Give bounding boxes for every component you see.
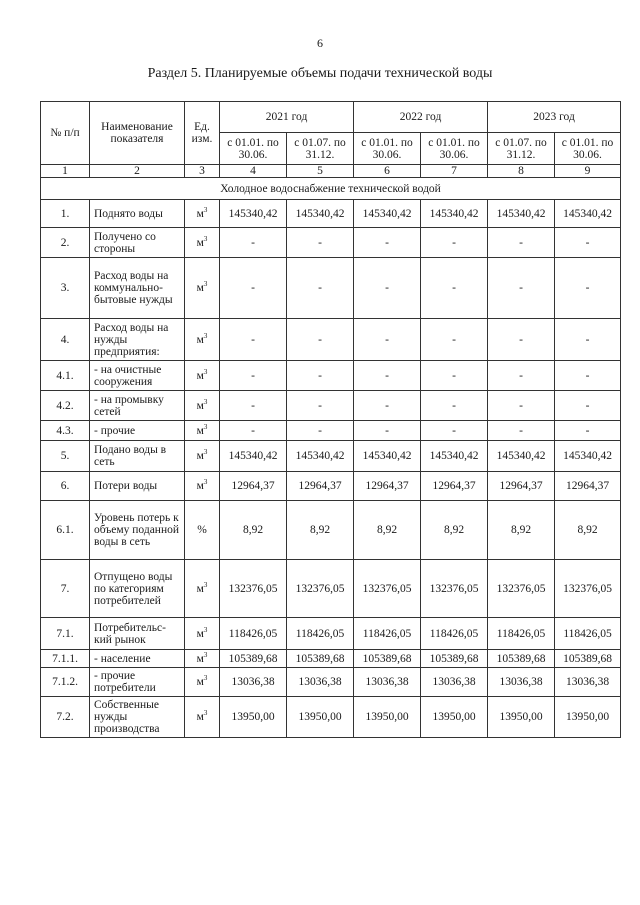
column-number: 1	[41, 165, 90, 178]
table-row	[41, 697, 621, 738]
row-number: 5.	[41, 441, 90, 472]
header-period: с 01.01. по 30.06.	[354, 133, 421, 165]
unit-superscript: 3	[203, 397, 208, 406]
column-number: 5	[287, 165, 354, 178]
row-indicator-name: - на очистные сооружения	[90, 361, 185, 391]
row-value: 145340,42	[354, 441, 421, 472]
row-value: -	[220, 421, 287, 441]
unit-superscript: 3	[203, 709, 208, 718]
row-value: 145340,42	[287, 200, 354, 228]
unit-superscript: 3	[203, 478, 208, 487]
column-number: 7	[421, 165, 488, 178]
row-value: -	[220, 391, 287, 421]
row-value: -	[488, 228, 555, 258]
table-row	[41, 258, 621, 319]
row-number: 2.	[41, 228, 90, 258]
row-indicator-name: Расход воды на коммунально-бытовые нужды	[90, 258, 185, 319]
table-row	[41, 668, 621, 697]
row-number: 3.	[41, 258, 90, 319]
row-value: 13950,00	[488, 697, 555, 738]
water-supply-table	[40, 101, 621, 738]
row-value: 145340,42	[220, 200, 287, 228]
row-value: -	[220, 228, 287, 258]
unit-superscript: 3	[203, 280, 208, 289]
row-value: 145340,42	[555, 200, 621, 228]
unit-base: м	[196, 450, 204, 462]
row-indicator-name: Отпущено воды по категориям потребителей	[90, 560, 185, 618]
row-value: -	[488, 421, 555, 441]
row-value: 145340,42	[220, 441, 287, 472]
table-row	[41, 501, 621, 560]
row-value: 8,92	[421, 501, 488, 560]
row-value: 13036,38	[555, 668, 621, 697]
row-value: -	[555, 228, 621, 258]
row-value: 105389,68	[354, 650, 421, 668]
row-value: 118426,05	[287, 618, 354, 650]
row-value: 118426,05	[488, 618, 555, 650]
header-year-2022: 2022 год	[354, 102, 488, 133]
row-value: 13950,00	[354, 697, 421, 738]
header-period: с 01.01. по 30.06.	[555, 133, 621, 165]
row-value: 13036,38	[421, 668, 488, 697]
row-value: -	[421, 319, 488, 361]
row-value: 145340,42	[488, 441, 555, 472]
unit-superscript: 3	[203, 580, 208, 589]
row-unit	[185, 441, 220, 472]
row-value: -	[354, 258, 421, 319]
unit-base: м	[196, 399, 204, 412]
unit-base: м	[196, 424, 204, 437]
header-row-years	[41, 102, 621, 133]
unit-base: м	[196, 711, 204, 723]
row-value: 13950,00	[220, 697, 287, 738]
column-number: 2	[90, 165, 185, 178]
row-unit	[185, 501, 220, 560]
row-value: 145340,42	[421, 441, 488, 472]
unit-base: м	[196, 627, 204, 640]
unit-superscript: 3	[203, 422, 208, 431]
row-value: 118426,05	[354, 618, 421, 650]
row-value: -	[354, 319, 421, 361]
row-value: 132376,05	[488, 560, 555, 618]
row-value: 13036,38	[220, 668, 287, 697]
row-value: 12964,37	[421, 472, 488, 501]
row-value: -	[555, 391, 621, 421]
section-label: Холодное водоснабжение технической водой	[41, 178, 621, 200]
row-value: -	[287, 391, 354, 421]
row-value: -	[354, 228, 421, 258]
row-number: 7.1.2.	[41, 668, 90, 697]
row-indicator-name: Получено со стороны	[90, 228, 185, 258]
row-indicator-name: Потребительс-кий рынок	[90, 618, 185, 650]
header-period: с 01.01. по 30.06.	[421, 133, 488, 165]
row-value: 105389,68	[555, 650, 621, 668]
row-unit	[185, 668, 220, 697]
row-value: 105389,68	[488, 650, 555, 668]
unit-base: %	[197, 524, 207, 536]
row-value: -	[287, 319, 354, 361]
row-value: 105389,68	[220, 650, 287, 668]
row-value: 145340,42	[354, 200, 421, 228]
table-row	[41, 560, 621, 618]
row-value: 13950,00	[421, 697, 488, 738]
unit-superscript: 3	[203, 625, 208, 634]
table-row	[41, 391, 621, 421]
row-unit	[185, 228, 220, 258]
unit-superscript: 3	[203, 331, 208, 340]
unit-base: м	[196, 333, 204, 346]
row-unit	[185, 361, 220, 391]
row-value: -	[421, 421, 488, 441]
row-unit	[185, 650, 220, 668]
header-year-2021: 2021 год	[220, 102, 354, 133]
unit-superscript: 3	[203, 674, 208, 683]
unit-base: м	[196, 369, 204, 382]
unit-superscript: 3	[203, 205, 208, 214]
row-value: 12964,37	[488, 472, 555, 501]
row-indicator-name: Подано воды в сеть	[90, 441, 185, 472]
row-value: 13036,38	[488, 668, 555, 697]
row-value: 132376,05	[421, 560, 488, 618]
page-number: 6	[317, 36, 323, 50]
row-value: -	[287, 361, 354, 391]
row-value: 8,92	[220, 501, 287, 560]
row-value: -	[220, 319, 287, 361]
row-unit	[185, 200, 220, 228]
unit-base: м	[196, 676, 204, 688]
column-number: 6	[354, 165, 421, 178]
table-row	[41, 319, 621, 361]
row-number: 7.2.	[41, 697, 90, 738]
column-number: 8	[488, 165, 555, 178]
row-unit	[185, 319, 220, 361]
row-indicator-name: Уровень потерь к объему поданной воды в сеть	[90, 501, 185, 560]
row-value: -	[287, 258, 354, 319]
row-value: 8,92	[287, 501, 354, 560]
row-value: -	[421, 391, 488, 421]
row-unit	[185, 472, 220, 501]
row-value: 13036,38	[287, 668, 354, 697]
row-number: 4.3.	[41, 421, 90, 441]
row-value: -	[555, 421, 621, 441]
row-value: -	[220, 361, 287, 391]
row-unit	[185, 618, 220, 650]
row-value: -	[287, 421, 354, 441]
row-unit	[185, 560, 220, 618]
row-value: -	[555, 258, 621, 319]
unit-base: м	[196, 480, 204, 492]
column-number: 3	[185, 165, 220, 178]
row-number: 4.1.	[41, 361, 90, 391]
row-number: 4.2.	[41, 391, 90, 421]
row-indicator-name: - население	[90, 650, 185, 668]
row-unit	[185, 258, 220, 319]
row-value: 12964,37	[287, 472, 354, 501]
unit-base: м	[196, 282, 204, 294]
row-value: 132376,05	[354, 560, 421, 618]
table-row	[41, 472, 621, 501]
row-value: -	[354, 361, 421, 391]
row-unit	[185, 697, 220, 738]
row-value: 12964,37	[220, 472, 287, 501]
row-value: 145340,42	[421, 200, 488, 228]
row-number: 7.	[41, 560, 90, 618]
row-number: 4.	[41, 319, 90, 361]
row-value: 13036,38	[354, 668, 421, 697]
unit-superscript: 3	[203, 448, 208, 457]
row-indicator-name: - на промывку сетей	[90, 391, 185, 421]
row-value: -	[421, 361, 488, 391]
row-value: 8,92	[555, 501, 621, 560]
row-value: -	[488, 258, 555, 319]
row-value: -	[421, 258, 488, 319]
row-value: -	[488, 391, 555, 421]
row-value: 12964,37	[555, 472, 621, 501]
row-indicator-name: Собственные нужды производства	[90, 697, 185, 738]
unit-superscript: 3	[203, 367, 208, 376]
row-number: 7.1.	[41, 618, 90, 650]
row-value: 8,92	[488, 501, 555, 560]
column-number-row	[41, 165, 621, 178]
table-row	[41, 361, 621, 391]
row-indicator-name: Поднято воды	[90, 200, 185, 228]
unit-base: м	[196, 582, 204, 595]
row-value: 132376,05	[220, 560, 287, 618]
row-number: 1.	[41, 200, 90, 228]
row-value: 8,92	[354, 501, 421, 560]
row-value: -	[287, 228, 354, 258]
header-unit: Ед. изм.	[185, 102, 220, 165]
row-value: 145340,42	[555, 441, 621, 472]
row-value: -	[555, 319, 621, 361]
header-period: с 01.07. по 31.12.	[287, 133, 354, 165]
row-value: -	[488, 319, 555, 361]
row-value: 12964,37	[354, 472, 421, 501]
row-value: 145340,42	[488, 200, 555, 228]
unit-base: м	[196, 236, 204, 249]
unit-superscript: 3	[203, 650, 208, 659]
row-value: -	[555, 361, 621, 391]
header-period: с 01.07. по 31.12.	[488, 133, 555, 165]
row-unit	[185, 391, 220, 421]
row-value: -	[354, 391, 421, 421]
section-title: Раздел 5. Планируемые объемы подачи технической воды	[147, 66, 493, 81]
column-number: 4	[220, 165, 287, 178]
row-number: 6.1.	[41, 501, 90, 560]
row-value: 118426,05	[421, 618, 488, 650]
row-value: 145340,42	[287, 441, 354, 472]
table-row	[41, 650, 621, 668]
table-row	[41, 421, 621, 441]
row-number: 6.	[41, 472, 90, 501]
row-value: 132376,05	[555, 560, 621, 618]
row-value: 118426,05	[220, 618, 287, 650]
table-body	[41, 200, 621, 738]
row-value: 132376,05	[287, 560, 354, 618]
section-row	[41, 178, 621, 200]
row-indicator-name: - прочие	[90, 421, 185, 441]
table-row	[41, 441, 621, 472]
row-number: 7.1.1.	[41, 650, 90, 668]
row-value: 105389,68	[287, 650, 354, 668]
row-value: -	[354, 421, 421, 441]
row-value: 13950,00	[555, 697, 621, 738]
header-year-2023: 2023 год	[488, 102, 621, 133]
row-indicator-name: - прочие потребители	[90, 668, 185, 697]
unit-base: м	[196, 207, 204, 220]
header-period: с 01.01. по 30.06.	[220, 133, 287, 165]
row-value: 13950,00	[287, 697, 354, 738]
header-name: Наименование показателя	[90, 102, 185, 165]
row-indicator-name: Расход воды на нужды предприятия:	[90, 319, 185, 361]
unit-superscript: 3	[203, 234, 208, 243]
table-row	[41, 200, 621, 228]
unit-base: м	[196, 652, 204, 665]
table-row	[41, 228, 621, 258]
row-value: -	[421, 228, 488, 258]
row-value: -	[488, 361, 555, 391]
row-unit	[185, 421, 220, 441]
row-indicator-name: Потери воды	[90, 472, 185, 501]
header-num: № п/п	[41, 102, 90, 165]
column-number: 9	[555, 165, 621, 178]
row-value: 118426,05	[555, 618, 621, 650]
table-row	[41, 618, 621, 650]
row-value: -	[220, 258, 287, 319]
row-value: 105389,68	[421, 650, 488, 668]
